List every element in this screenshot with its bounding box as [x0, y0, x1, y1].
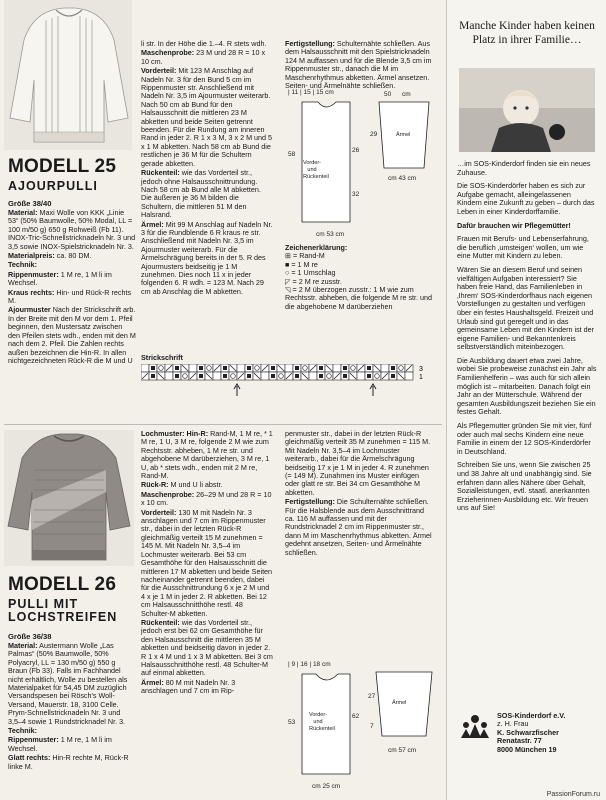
term-label: Rippenmuster:: [8, 735, 59, 745]
term-label: Lochmuster: Hin-R:: [141, 429, 209, 438]
svg-text:Rückenteil: Rückenteil: [303, 174, 329, 180]
chart-knit-symbol: [295, 366, 299, 370]
instruction-text: M und U li abstr.: [168, 480, 223, 490]
legend-text: = 1 M re: [291, 259, 318, 269]
watermark: PassionForum.ru: [546, 791, 600, 798]
m26-paragraph: [141, 679, 273, 696]
term-label: Rück-R:: [141, 480, 169, 490]
m25-col2: [141, 40, 273, 297]
chart-knit-symbol: [199, 366, 203, 370]
ad-address: [497, 712, 597, 754]
chart-knit-symbol: [391, 366, 395, 370]
m25-paragraph: [8, 209, 136, 251]
addr-line: SOS-Kinderdorf e.V.: [497, 711, 566, 720]
chart-knit-symbol: [247, 374, 251, 378]
chart-cell: [397, 364, 405, 372]
instruction-text: Mit 123 M Anschlag auf Nadeln Nr. 3 für den Bund 5 cm im Rippenmuster str. Anschließend mit Nadeln Nr. 3,5 im Ajourmuster weiterarb. Nach 50 cm ab Bund für den Halsausschnitt die mittleren 23 M abketten und beide Seiten getrennt beenden. Für die Rundung am inneren Rand in jeder 2. R 1 x 3 M, 3 x 2 M und 5 x 1 M abketten. Nach 58 cm ab Bund die restlichen je 36 M für die Schultern gerade abketten.: [141, 66, 273, 168]
chart-cell: [405, 372, 413, 380]
svg-text:27: 27: [368, 693, 376, 700]
m26-paragraph: [8, 754, 136, 771]
chart-knit-symbol: [175, 374, 179, 378]
ad-caption: …im SOS-Kinderdorf finden sie ein neues Zuhause.: [457, 159, 591, 177]
chart-cell: [157, 364, 165, 372]
ad-headline: Manche Kinder haben keinen Platz in ihrer Familie…: [459, 20, 595, 46]
legend-item: [285, 286, 435, 311]
instruction-text: Mit 99 M Anschlag auf Nadeln Nr. 3 für die Rundblende 6 R kraus re str. Anschließend mit Nadeln Nr. 3,5 im Ajourmuster weiterarb. Für die Ärmelschrägung bereits in der 5. R des Ajourmusters beidseitig je 1 M zunehmen. Dies noch 11 x in jeder folgenden 6. R wdh. = 123 M. Nach 29 cm ab Anschlag die M abketten.: [141, 219, 273, 296]
instruction-text: Nach der Strickschrift arb. In der Breite mit den M vor dem 1. Pfeil beginnen, den Mustersatz zwischen den Pfeilen stets wdh., enden mit den M nach dem 2. Pfeil. Die Zahlen rechts außen bezeichnen die Hin-R. In allen nichtgezeichneten Rück-R die M und U: [8, 305, 136, 365]
term-label: Ärmel:: [141, 677, 164, 687]
legend-text: = 1 Umschlag: [291, 268, 336, 278]
m25-paragraph: [8, 271, 136, 288]
m26-paragraph: [141, 491, 273, 508]
chart-knit-symbol: [247, 366, 251, 370]
sos-logo-icon: [459, 712, 491, 738]
addr-line: Renatastr. 77: [497, 736, 542, 746]
chart-cell: [285, 364, 293, 372]
m26-paragraph: [8, 736, 136, 753]
svg-text:Vorder-: Vorder-: [308, 712, 328, 718]
schema-26: [284, 658, 442, 796]
svg-text:Ärmel: Ärmel: [392, 700, 407, 706]
instruction-text: Maxi Wolle von KKK „Linie 53“ (50% Baumwolle, 50% Modal, LL = 100 m/50 g) 650 g Rohweiß (Fb 11). INOX-Tric-Schnellstricknadeln Nr. 3 und 3,5 sowie INOX-Spielstricknadeln Nr. 3.: [8, 208, 136, 251]
svg-text:29: 29: [370, 131, 378, 138]
legend-symbol-icon: ◹: [285, 285, 293, 295]
chart-arrow-icon: [370, 384, 376, 396]
chart-cell: [261, 372, 269, 380]
instruction-text: Austermann Wolle „Las Palmas“ (50% Baumwolle, 50% Polyacryl, LL = 130 m/50 g) 550 g Braun (Fb 33). Falls im Fachhandel nicht erhältlich, Wolle zu bestellen als Materialpaket für 54,45 DM zuzüglich Versandspesen bei Rösch's Woll-Versand, Mauerstr. 18, 3100 Celle. Prym-Schnellstricknadeln Nr. 3 und 3,5–4 sowie 1 Rundstricknadel Nr. 3.: [8, 641, 128, 726]
s25-top: | 11 | 15 | 15 cm: [288, 89, 334, 96]
instruction-text: 1 M re, 1 M li im Wechsel.: [8, 269, 112, 288]
legend-25: [285, 244, 435, 311]
chart-knit-symbol: [319, 366, 323, 370]
chart-title: Strickschrift: [141, 353, 183, 362]
knitting-chart: [141, 364, 441, 400]
chart-knit-symbol: [271, 366, 275, 370]
svg-text:| 9 | 16 | 18 cm: | 9 | 16 | 18 cm: [288, 661, 331, 668]
ad-p3: Frauen mit Berufs- und Lebenserfahrung, die beruflich ‚umsteigen‘ wollen, um wie eine Mutter mit Kindern zu leben.: [457, 234, 589, 261]
chart-cell: [381, 364, 389, 372]
chart-knit-symbol: [343, 374, 347, 378]
chart-knit-symbol: [367, 374, 371, 378]
m25-col1: [8, 209, 136, 366]
term-label: Glatt rechts:: [8, 753, 51, 763]
legend-text: = Rand-M: [293, 251, 325, 261]
term-label: Rippenmuster:: [8, 269, 59, 279]
chart-cell: [229, 372, 237, 380]
term-label: Kraus rechts:: [8, 287, 55, 297]
instruction-text: 80 M mit Nadeln Nr. 3 anschlagen und 7 cm im Rip-: [141, 677, 236, 696]
ad-body: [457, 160, 597, 518]
svg-text:62: 62: [352, 713, 360, 720]
ad-p6: Als Pflegemutter gründen Sie mit vier, fünf oder auch mal sechs Kindern eine neue Familie in einem der 12 SOS-Kinderdörfer in Deutschland.: [457, 421, 592, 456]
legend-text: = 2 M re zusstr.: [292, 276, 342, 286]
svg-text:7: 7: [370, 723, 374, 730]
svg-text:cm: cm: [402, 91, 411, 98]
chart-knit-symbol: [151, 374, 155, 378]
instruction-text: wie das Vorderteil str., jedoch erst bei 62 cm Gesamthöhe für den Halsausschnitt die mittleren 35 M abketten und beidseitig davon in jeder 2. R 1 x 4 M und 1 x 3 M abketten. Bei 3 cm Halsausschnitthöhe restl. 48 Schulter-M auf einmal abketten.: [141, 617, 273, 678]
svg-text:26: 26: [352, 147, 360, 154]
chart-knit-symbol: [367, 366, 371, 370]
svg-text:cm 43 cm: cm 43 cm: [388, 175, 417, 182]
m25-paragraph: [285, 40, 435, 90]
term-label: Ärmel:: [141, 219, 164, 229]
m26-paragraph: [141, 430, 273, 480]
chart-row-number: 3: [419, 366, 423, 373]
m26-col1: [8, 642, 136, 772]
chart-knit-symbol: [175, 366, 179, 370]
sweater-25-photo: [4, 0, 132, 150]
term-label: Technik:: [8, 726, 38, 736]
chart-knit-symbol: [391, 374, 395, 378]
chart-knit-symbol: [223, 366, 227, 370]
term-label: Rückenteil:: [141, 168, 180, 178]
instruction-text: Rand-M, 1 M re, * 1 M re, 1 U, 3 M re, folgende 2 M wie zum Rechtsstr. abheben, 1 M re str. und abgehobene M darüberziehen, 3 M re, 1 U, ab * stets wdh., enden mit 2 M re, Rand-M.: [141, 429, 273, 481]
svg-text:cm 57 cm: cm 57 cm: [388, 747, 417, 754]
m26-col3: [285, 430, 435, 558]
m25-col3: [285, 40, 435, 91]
chart-cell: [141, 364, 149, 372]
chart-cell: [349, 364, 357, 372]
addr-line: z. H. Frau: [497, 719, 529, 729]
instruction-text: wie das Vorderteil str., jedoch ohne Halsausschnittrundung. Nach 58 cm ab Bund alle M abketten. Die äußeren je 36 M bilden die Schultern, die mittleren 51 M den Halsrand.: [141, 168, 261, 220]
instruction-text: 130 M mit Nadeln Nr. 3 anschlagen und 7 cm im Rippenmuster str., dabei in der letzten Rück-R gleichmäßig verteilt 15 M zunehmen = 145 M. Mit Nadeln Nr. 3,5–4 im Lochmuster weiterarb. Bei 53 cm Gesamthöhe für den Halsausschnitt die mittleren 17 M abketten und beide Seiten nacheinander getrennt beenden, dabei für die Ausschnittrundung 6 x je 2 M und 4 x je 1 M in jeder 2. R abketten. Bei 12 cm Halsausschnitthöhe restl. 48 Schulter-M abketten.: [141, 507, 273, 618]
instruction-text: ca. 80 DM.: [54, 251, 92, 261]
sweater-26-photo: [4, 430, 134, 566]
m25-paragraph: [141, 49, 273, 66]
svg-text:cm 53 cm: cm 53 cm: [316, 231, 345, 238]
chart-knit-symbol: [319, 374, 323, 378]
svg-text:cm 25 cm: cm 25 cm: [312, 783, 341, 790]
term-label: Technik:: [8, 260, 38, 270]
term-label: Vorderteil:: [141, 507, 177, 517]
term-label: Fertigstellung:: [285, 497, 335, 507]
modell-26-subtitle: PULLI MIT LOCHSTREIFEN: [8, 597, 118, 624]
chart-knit-symbol: [343, 366, 347, 370]
legend-symbol-icon: ◸: [285, 276, 293, 286]
term-label: Materialpreis:: [8, 251, 55, 261]
svg-text:32: 32: [352, 191, 360, 198]
ad-p5: Die Ausbildung dauert etwa zwei Jahre, wobei Sie probeweise zunächst ein Jahr als Familienhelferin – was auch für sich allein möglich ist – mitarbeiten. Danach folgt ein Jahr an der Mütterschule. Während der gesamten Ausbildungszeit beziehen Sie ein festes Gehalt.: [457, 355, 597, 417]
modell-25-subtitle: AJOURPULLI: [8, 179, 98, 193]
sos-ad-panel: [446, 0, 606, 800]
chart-knit-symbol: [223, 374, 227, 378]
m26-paragraph: [8, 727, 136, 735]
instruction-text: Schulternähte schließen. Aus dem Halsausschnitt mit den Spielstricknadeln 124 M auffassen und für die Blende 3,5 cm im Rippenmuster str., danach die M im Maschenrhythmus abketten. Ärmel ansetzen. Seiten- und Ärmelnähte schließen.: [285, 39, 432, 91]
addr-line: 8000 München 19: [497, 744, 557, 754]
instruction-text: 26–29 M und 28 R = 10 x 10 cm.: [141, 489, 272, 508]
term-label: Rückenteil:: [141, 617, 180, 627]
m26-paragraph: [8, 642, 136, 726]
legend-symbol-icon: ■: [285, 259, 292, 269]
m25-paragraph: [141, 221, 273, 297]
m26-paragraph: [285, 430, 435, 497]
m25-paragraph: [8, 306, 136, 365]
chart-knit-symbol: [295, 374, 299, 378]
m25-paragraph: [8, 252, 136, 260]
instruction-text: Die Schulternähte schließen. Für die Halsblende aus dem Ausschnittrand ca. 116 M auffassen und mit der Rundstricknadel 2 cm im Rippenmuster str., dann M im Maschenrhythmus abketten. Ärmel gedehnt ansetzen, Seiten- und Ärmelnähte schließen.: [285, 497, 432, 557]
m25-paragraph: [141, 67, 273, 168]
modell-26-size: Größe 36/38: [8, 632, 52, 641]
chart-cell: [277, 372, 285, 380]
svg-text:53: 53: [288, 719, 296, 726]
chart-cell: [373, 372, 381, 380]
legend-title: Zeichenerklärung:: [285, 243, 348, 252]
chart-cell: [301, 364, 309, 372]
chart-cell: [181, 372, 189, 380]
chart-cell: [189, 364, 197, 372]
term-label: Maschenprobe:: [141, 48, 195, 58]
ad-p1: Die SOS-Kinderdörfer haben es sich zur Aufgabe gemacht, alleingelassenen Kindern eine Zukunft zu geben – durch das Leben in einer Kinderdorffamilie.: [457, 181, 595, 216]
modell-25-title: MODELL 25: [8, 156, 117, 177]
chart-knit-symbol: [199, 374, 203, 378]
chart-cell: [205, 364, 213, 372]
chart-cell: [253, 364, 261, 372]
m25-paragraph: [8, 289, 136, 306]
modell-26-title: MODELL 26: [8, 574, 117, 595]
m25-paragraph: [8, 261, 136, 269]
instruction-text: Hin-R rechte M, Rück-R linke M.: [8, 753, 129, 771]
chart-cell: [165, 372, 173, 380]
chart-cell: [309, 372, 317, 380]
instruction-text: penmuster str., dabei in der letzten Rück-R gleichmäßig verteilt 35 M zunehmen = 115 M. Mit Nadeln Nr. 3,5–4 im Lochmuster weiterarb., dabei für die Ärmelschrägung beidseitig 17 x je 1 M in jeder 4. R zunehmen (= 149 M). Zunahmen ins Muster einfügen oder glatt re str. Bei 34 cm Gesamthöhe M abketten.: [285, 429, 431, 497]
m26-paragraph: [141, 619, 273, 678]
svg-text:Ärmel: Ärmel: [396, 132, 411, 138]
term-label: Ajourmuster: [8, 305, 51, 315]
legend-text: = 2 M überzogen zusstr.: 1 M wie zum Rechtsstr. abheben, die folgende M re str. und die abgehobene M darüberziehen: [285, 285, 433, 311]
chart-cell: [237, 364, 245, 372]
m26-col2: [141, 430, 273, 697]
ad-p2: Dafür brauchen wir Pflegemütter!: [457, 220, 571, 230]
chart-arrow-icon: [234, 384, 240, 396]
svg-text:und: und: [313, 719, 323, 725]
chart-row-number: 1: [419, 374, 423, 381]
term-label: Material:: [8, 208, 38, 217]
instruction-text: 1 M re, 1 M li im Wechsel.: [8, 735, 112, 753]
schema-25: [284, 86, 442, 246]
chart-cell: [325, 372, 333, 380]
ad-p4: Wären Sie an diesem Beruf und seinen vielfältigen Aufgaben interessiert? Sie haben freie Hand, das Familienleben in ‚Ihrem‘ SOS-Kinderdorfhaus nach eigenen Vorstellungen zu gestalten und verfügen über ein festes Haushaltsgeld. Freizeit und Urlaub sind gut geregelt und in das gemeinsame Leben mit den Kindern ist der eigene Familien- und Bekanntenkreis selbstverständlich miteinbezogen.: [457, 264, 595, 352]
legend-symbol-icon: ⊞: [285, 251, 294, 261]
term-label: Maschenprobe:: [141, 489, 195, 499]
m26-paragraph: [141, 509, 273, 618]
chart-cell: [213, 372, 221, 380]
chart-knit-symbol: [151, 366, 155, 370]
term-label: Vorderteil:: [141, 66, 177, 76]
child-photo: [459, 68, 595, 152]
legend-symbol-icon: ○: [285, 268, 292, 278]
divider: [4, 424, 442, 425]
term-label: Material:: [8, 641, 38, 650]
instruction-text: Hin- und Rück-R rechts M.: [8, 287, 132, 306]
chart-cell: [357, 372, 365, 380]
svg-text:Vorder-: Vorder-: [302, 160, 322, 166]
svg-text:58: 58: [288, 151, 296, 158]
m25-paragraph: [141, 169, 273, 219]
svg-text:Rückenteil: Rückenteil: [309, 726, 335, 732]
instruction-text: li str. In der Höhe die 1.–4. R stets wdh.: [141, 39, 267, 48]
m25-paragraph: [141, 40, 273, 48]
chart-knit-symbol: [271, 374, 275, 378]
term-label: Fertigstellung:: [285, 39, 335, 48]
modell-25-size: Größe 38/40: [8, 199, 52, 208]
instruction-text: 23 M und 28 R = 10 x 10 cm.: [141, 48, 266, 66]
chart-cell: [333, 364, 341, 372]
m26-paragraph: [285, 498, 435, 557]
svg-text:50: 50: [384, 91, 392, 98]
m26-paragraph: [141, 481, 273, 489]
ad-p7: Schreiben Sie uns, wenn Sie zwischen 25 und 38 Jahre alt und unabhängig sind. Sie erfahren dann alles Nähere über Gehalt, Sozialleistungen, evtl. staatl. anerkannten Erzieherinnen-Ausbildung etc. Wir freuen uns auf Sie!: [457, 460, 592, 513]
addr-line: K. Schwarzfischer: [497, 727, 559, 737]
svg-text:und: und: [307, 167, 317, 173]
